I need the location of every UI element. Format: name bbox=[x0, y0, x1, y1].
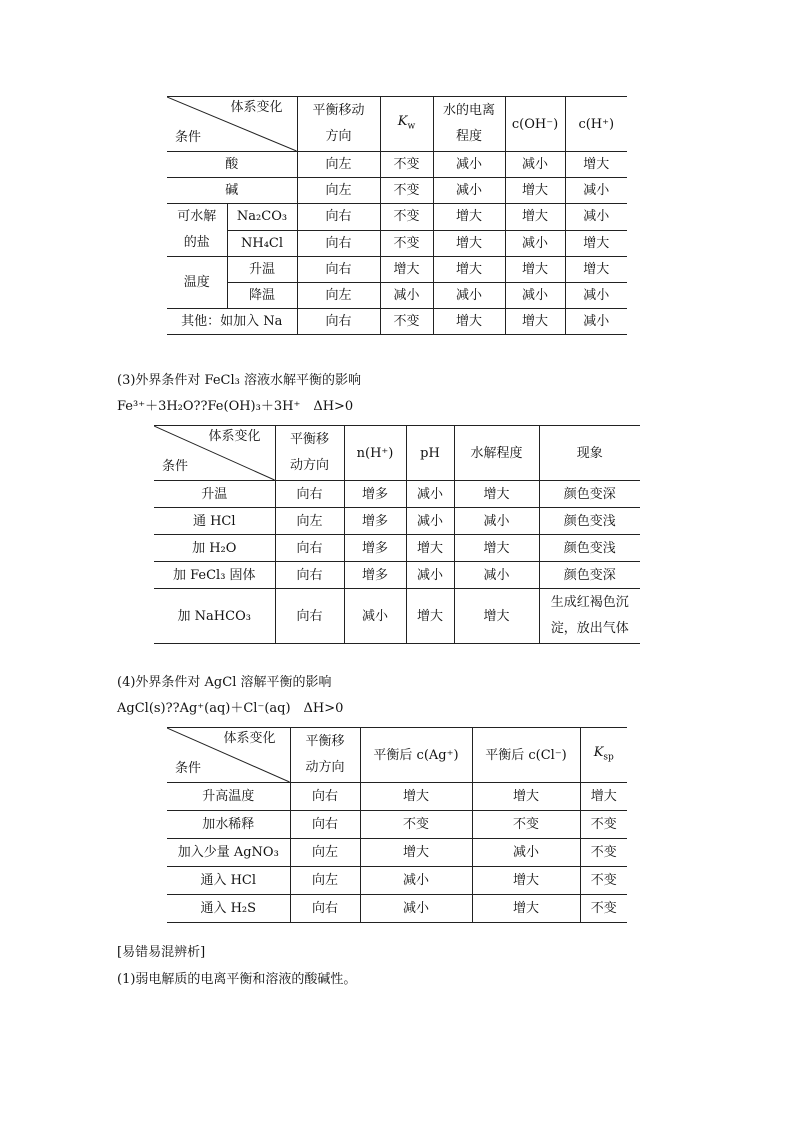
group-cell-temperature: 温度 bbox=[167, 257, 227, 309]
col-header-ag: 平衡后 c(Ag⁺) bbox=[360, 728, 472, 783]
col-header-shift: 平衡移 动方向 bbox=[290, 728, 360, 783]
col-header-cl: 平衡后 c(Cl⁻) bbox=[472, 728, 580, 783]
col-header-ionization: 水的电离 程度 bbox=[433, 97, 505, 152]
table-row: 升高温度 向右 增大 增大 增大 bbox=[167, 783, 627, 811]
agcl-dissolution-table bbox=[167, 727, 627, 923]
corner-header: 体系变化 条件 bbox=[167, 728, 290, 783]
col-header-degree: 水解程度 bbox=[454, 426, 539, 481]
table-row: 升温 向右 增多 减小 增大 颜色变深 bbox=[154, 481, 640, 508]
mistake-label: [易错易混辨析] bbox=[117, 945, 206, 960]
fecl3-hydrolysis-table bbox=[154, 425, 640, 644]
table-row: 温度 升温 向右 增大 增大 增大 增大 bbox=[167, 257, 627, 283]
section4-heading: (4)外界条件对 AgCl 溶解平衡的影响 bbox=[117, 675, 332, 690]
table-row: 通入 H₂S 向右 减小 增大 不变 bbox=[167, 895, 627, 923]
section3-equation: Fe³⁺＋3H₂O??Fe(OH)₃＋3H⁺ ΔH>0 bbox=[117, 399, 354, 414]
table-row: 通 HCl 向左 增多 减小 减小 颜色变浅 bbox=[154, 508, 640, 535]
col-header-kw: $K_w$ bbox=[380, 97, 433, 152]
col-header-shift: 平衡移动 方向 bbox=[297, 97, 380, 152]
table-row: 加 NaHCO₃ 向右 减小 增大 增大 生成红褐色沉 淀，放出气体 bbox=[154, 589, 640, 644]
corner-header bbox=[167, 97, 297, 152]
col-header-nh: n(H⁺) bbox=[344, 426, 406, 481]
table-row: NH₄Cl 向右 不变 增大 减小 增大 bbox=[167, 230, 627, 257]
corner-top-label: 体系变化 bbox=[230, 100, 283, 115]
table-row: 加水稀释 向右 不变 不变 不变 bbox=[167, 811, 627, 839]
section3-heading: (3)外界条件对 FeCl₃ 溶液水解平衡的影响 bbox=[117, 373, 361, 388]
table-row: 通入 HCl 向左 减小 增大 不变 bbox=[167, 867, 627, 895]
corner-bottom-label: 条件 bbox=[175, 130, 202, 145]
table-row: 加入少量 AgNO₃ 向左 增大 减小 不变 bbox=[167, 839, 627, 867]
group-cell-salt: 可水解 的盐 bbox=[167, 204, 227, 257]
section4-equation: AgCl(s)??Ag⁺(aq)＋Cl⁻(aq) ΔH>0 bbox=[117, 701, 344, 716]
table-row: 加 H₂O 向右 增多 增大 增大 颜色变浅 bbox=[154, 535, 640, 562]
col-header-oh: c(OH⁻) bbox=[505, 97, 565, 152]
table-row: 加 FeCl₃ 固体 向右 增多 减小 减小 颜色变深 bbox=[154, 562, 640, 589]
water-ionization-table bbox=[167, 96, 627, 335]
table-row: 降温 向左 减小 减小 减小 减小 bbox=[167, 283, 627, 309]
col-header-phenomenon: 现象 bbox=[539, 426, 640, 481]
col-header-ksp: $K_{sp}$ bbox=[580, 728, 627, 783]
table-row: 其他：如加入 Na 向右 不变 增大 增大 减小 bbox=[167, 309, 627, 335]
col-header-h: c(H⁺) bbox=[565, 97, 627, 152]
table-row: 可水解 的盐 Na₂CO₃ 向右 不变 增大 增大 减小 bbox=[167, 204, 627, 231]
table-row: 碱 向左 不变 减小 增大 减小 bbox=[167, 178, 627, 204]
col-header-ph: pH bbox=[406, 426, 454, 481]
table-row: 酸 向左 不变 减小 减小 增大 bbox=[167, 152, 627, 178]
corner-header: 体系变化 条件 bbox=[154, 426, 275, 481]
analysis-item-1: (1)弱电解质的电离平衡和溶液的酸碱性。 bbox=[117, 972, 357, 987]
col-header-shift: 平衡移 动方向 bbox=[275, 426, 344, 481]
